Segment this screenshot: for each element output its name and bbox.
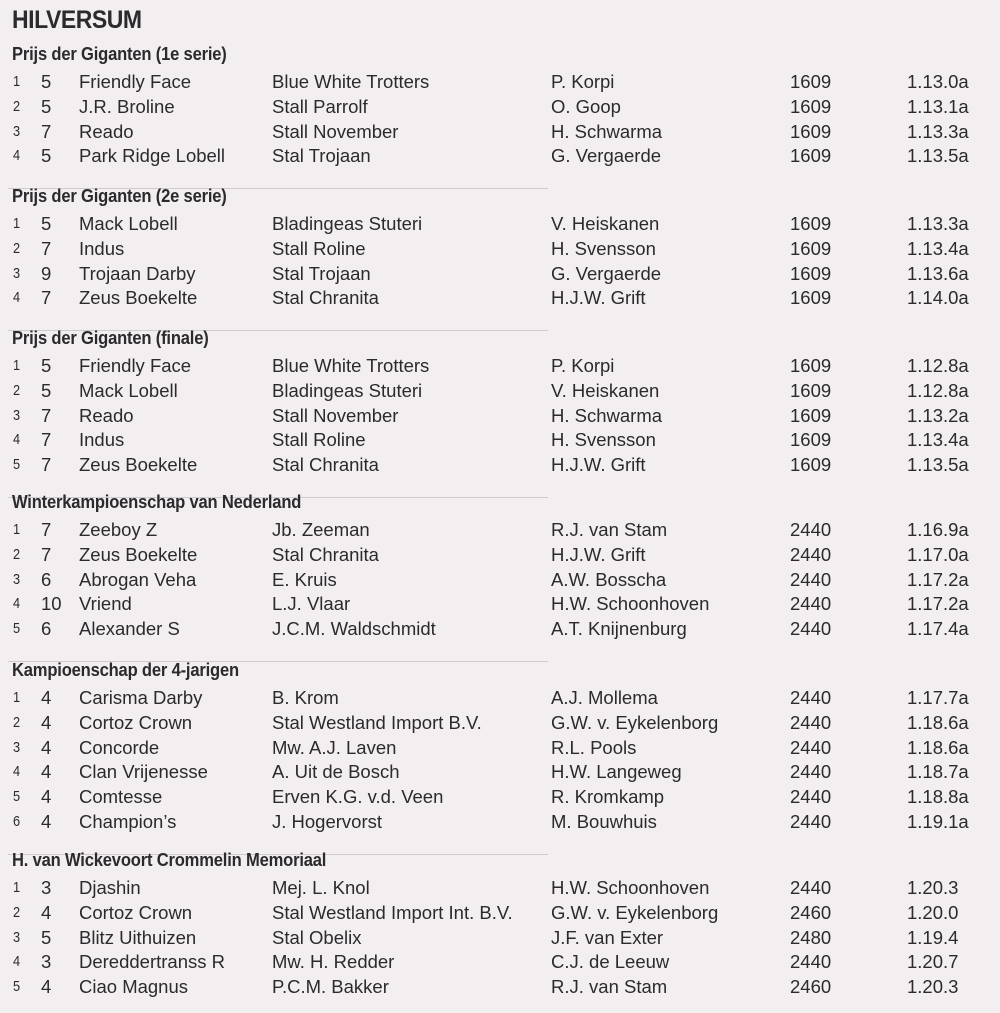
cell-owner: Stall Roline xyxy=(272,237,366,259)
cell-time: 1.13.2a xyxy=(907,404,969,426)
cell-owner: Stal Obelix xyxy=(272,926,362,948)
cell-horse: Blitz Uithuizen xyxy=(79,926,197,948)
cell-horse: Zeus Boekelte xyxy=(79,287,198,309)
cell-horse: Zeus Boekelte xyxy=(79,543,198,565)
result-row xyxy=(0,902,1000,926)
section-heading: Prijs der Giganten (1e serie) xyxy=(12,44,227,64)
cell-num: 4 xyxy=(41,736,52,758)
cell-owner: J.C.M. Waldschmidt xyxy=(272,618,436,640)
cell-distance: 1609 xyxy=(790,71,832,92)
cell-driver: V. Heiskanen xyxy=(551,379,660,401)
result-row xyxy=(0,927,1000,951)
cell-horse: Cortoz Crown xyxy=(79,901,193,923)
cell-distance: 2440 xyxy=(790,711,832,733)
result-row xyxy=(0,593,1000,617)
cell-num: 7 xyxy=(41,543,52,565)
cell-pos: 3 xyxy=(13,738,21,756)
cell-time: 1.17.2a xyxy=(907,568,969,590)
cell-driver: G.W. v. Eykelenborg xyxy=(551,711,719,733)
cell-horse: Mack Lobell xyxy=(79,213,178,234)
cell-pos: 2 xyxy=(13,903,21,921)
cell-horse: Carisma Darby xyxy=(79,687,203,708)
result-row xyxy=(0,712,1000,736)
result-row xyxy=(0,96,1000,120)
cell-pos: 2 xyxy=(13,545,21,563)
cell-num: 4 xyxy=(41,711,52,733)
result-row xyxy=(0,213,1000,237)
cell-horse: Reado xyxy=(79,120,134,142)
cell-num: 4 xyxy=(41,761,52,783)
cell-distance: 2440 xyxy=(790,761,832,783)
cell-pos: 5 xyxy=(13,620,21,638)
cell-time: 1.20.3 xyxy=(907,877,959,898)
cell-time: 1.17.7a xyxy=(907,687,969,708)
cell-num: 6 xyxy=(41,568,52,590)
cell-num: 4 xyxy=(41,687,52,708)
cell-distance: 1609 xyxy=(790,379,832,401)
cell-owner: Stall Roline xyxy=(272,429,366,451)
cell-time: 1.19.1a xyxy=(907,811,969,832)
cell-horse: Trojaan Darby xyxy=(79,262,196,284)
cell-owner: Mw. A.J. Laven xyxy=(272,736,397,758)
cell-pos: 1 xyxy=(13,215,21,232)
cell-driver: H. Svensson xyxy=(551,429,656,451)
cell-time: 1.13.3a xyxy=(907,120,969,142)
cell-owner: Blue White Trotters xyxy=(272,355,430,376)
cell-pos: 4 xyxy=(13,595,21,613)
cell-horse: Friendly Face xyxy=(79,71,192,92)
section-heading: Prijs der Giganten (2e serie) xyxy=(12,186,227,206)
cell-owner: Stal Chranita xyxy=(272,543,379,565)
cell-owner: Bladingeas Stuteri xyxy=(272,379,423,401)
cell-num: 5 xyxy=(41,71,52,92)
cell-owner: Stall November xyxy=(272,120,399,142)
cell-owner: A. Uit de Bosch xyxy=(272,761,400,783)
cell-driver: H.W. Langeweg xyxy=(551,761,682,783)
cell-distance: 2440 xyxy=(790,811,832,832)
result-row xyxy=(0,238,1000,262)
cell-pos: 1 xyxy=(13,73,21,90)
cell-horse: Zeeboy Z xyxy=(79,519,158,540)
cell-num: 4 xyxy=(41,901,52,923)
cell-pos: 3 xyxy=(13,570,21,588)
cell-owner: Stal Trojaan xyxy=(272,262,371,284)
cell-horse: Indus xyxy=(79,237,125,259)
cell-owner: Blue White Trotters xyxy=(272,71,430,92)
cell-time: 1.17.0a xyxy=(907,543,969,565)
result-row xyxy=(0,263,1000,287)
cell-pos: 5 xyxy=(13,788,21,806)
cell-horse: Mack Lobell xyxy=(79,379,178,401)
cell-horse: Champion’s xyxy=(79,811,177,832)
cell-num: 7 xyxy=(41,454,52,476)
section-heading: Winterkampioenschap van Nederland xyxy=(12,492,302,512)
cell-driver: P. Korpi xyxy=(551,71,615,92)
cell-horse: Ciao Magnus xyxy=(79,976,189,998)
cell-distance: 1609 xyxy=(790,120,832,142)
cell-time: 1.20.7 xyxy=(907,951,959,973)
section-heading: Prijs der Giganten (finale) xyxy=(12,328,209,348)
cell-time: 1.18.6a xyxy=(907,711,969,733)
page-title: HILVERSUM xyxy=(12,6,142,34)
cell-driver: C.J. de Leeuw xyxy=(551,951,670,973)
cell-driver: H. Schwarma xyxy=(551,120,663,142)
cell-distance: 1609 xyxy=(790,429,832,451)
cell-driver: H.J.W. Grift xyxy=(551,454,646,476)
cell-owner: Erven K.G. v.d. Veen xyxy=(272,786,444,808)
cell-driver: M. Bouwhuis xyxy=(551,811,657,832)
cell-time: 1.20.0 xyxy=(907,901,959,923)
cell-owner: Stal Chranita xyxy=(272,454,379,476)
cell-distance: 2440 xyxy=(790,877,832,898)
cell-distance: 2480 xyxy=(790,926,832,948)
cell-num: 7 xyxy=(41,404,52,426)
result-row xyxy=(0,877,1000,901)
cell-num: 9 xyxy=(41,262,52,284)
section-heading: H. van Wickevoort Crommelin Memoriaal xyxy=(12,850,327,870)
cell-owner: Jb. Zeeman xyxy=(272,519,370,540)
cell-pos: 2 xyxy=(13,381,21,399)
cell-time: 1.13.5a xyxy=(907,145,969,167)
result-row xyxy=(0,976,1000,1000)
cell-num: 5 xyxy=(41,145,52,167)
cell-pos: 4 xyxy=(13,289,21,307)
cell-owner: Stal Westland Import B.V. xyxy=(272,711,482,733)
cell-time: 1.18.8a xyxy=(907,786,969,808)
cell-driver: G. Vergaerde xyxy=(551,262,662,284)
cell-driver: H. Svensson xyxy=(551,237,656,259)
result-row xyxy=(0,454,1000,478)
cell-horse: Cortoz Crown xyxy=(79,711,193,733)
cell-distance: 1609 xyxy=(790,262,832,284)
cell-num: 3 xyxy=(41,877,52,898)
cell-time: 1.13.6a xyxy=(907,262,969,284)
cell-num: 7 xyxy=(41,237,52,259)
cell-horse: Concorde xyxy=(79,736,160,758)
cell-driver: A.T. Knijnenburg xyxy=(551,618,687,640)
cell-owner: Stal Chranita xyxy=(272,287,379,309)
cell-pos: 1 xyxy=(13,357,21,374)
cell-distance: 1609 xyxy=(790,145,832,167)
cell-horse: J.R. Broline xyxy=(79,95,175,117)
cell-owner: Stall November xyxy=(272,404,399,426)
cell-driver: O. Goop xyxy=(551,95,621,117)
cell-distance: 2440 xyxy=(790,543,832,565)
cell-num: 5 xyxy=(41,95,52,117)
cell-num: 4 xyxy=(41,976,52,998)
cell-horse: Alexander S xyxy=(79,618,180,640)
cell-driver: G. Vergaerde xyxy=(551,145,662,167)
cell-time: 1.18.6a xyxy=(907,736,969,758)
cell-pos: 1 xyxy=(13,879,21,896)
cell-driver: R.J. van Stam xyxy=(551,519,668,540)
cell-owner: P.C.M. Bakker xyxy=(272,976,389,998)
cell-distance: 2460 xyxy=(790,976,832,998)
cell-pos: 4 xyxy=(13,763,21,781)
cell-owner: Stall Parrolf xyxy=(272,95,368,117)
cell-driver: V. Heiskanen xyxy=(551,213,660,234)
cell-time: 1.19.4 xyxy=(907,926,959,948)
cell-owner: Mej. L. Knol xyxy=(272,877,370,898)
cell-distance: 1609 xyxy=(790,213,832,234)
cell-driver: J.F. van Exter xyxy=(551,926,664,948)
cell-driver: R. Kromkamp xyxy=(551,786,665,808)
result-row xyxy=(0,786,1000,810)
cell-owner: B. Krom xyxy=(272,687,339,708)
result-row xyxy=(0,121,1000,145)
cell-pos: 5 xyxy=(13,978,21,996)
cell-driver: H.W. Schoonhoven xyxy=(551,593,710,615)
cell-num: 7 xyxy=(41,429,52,451)
cell-pos: 2 xyxy=(13,713,21,731)
cell-time: 1.17.2a xyxy=(907,593,969,615)
cell-owner: Mw. H. Redder xyxy=(272,951,395,973)
result-row xyxy=(0,71,1000,95)
cell-horse: Reado xyxy=(79,404,134,426)
cell-num: 7 xyxy=(41,120,52,142)
cell-pos: 3 xyxy=(13,406,21,424)
cell-horse: Abrogan Veha xyxy=(79,568,197,590)
cell-pos: 3 xyxy=(13,928,21,946)
cell-distance: 2440 xyxy=(790,786,832,808)
cell-pos: 3 xyxy=(13,122,21,140)
cell-num: 4 xyxy=(41,786,52,808)
cell-owner: E. Kruis xyxy=(272,568,337,590)
cell-distance: 2440 xyxy=(790,568,832,590)
cell-horse: Vriend xyxy=(79,593,132,615)
cell-driver: H. Schwarma xyxy=(551,404,663,426)
cell-driver: R.L. Pools xyxy=(551,736,637,758)
cell-horse: Djashin xyxy=(79,877,141,898)
result-row xyxy=(0,687,1000,711)
cell-num: 5 xyxy=(41,926,52,948)
cell-horse: Clan Vrijenesse xyxy=(79,761,208,783)
cell-owner: Bladingeas Stuteri xyxy=(272,213,423,234)
cell-time: 1.13.4a xyxy=(907,237,969,259)
cell-horse: Dereddertranss R xyxy=(79,951,226,973)
cell-num: 5 xyxy=(41,213,52,234)
cell-time: 1.14.0a xyxy=(907,287,969,309)
result-row xyxy=(0,544,1000,568)
cell-distance: 1609 xyxy=(790,404,832,426)
cell-distance: 1609 xyxy=(790,355,832,376)
cell-num: 3 xyxy=(41,951,52,973)
cell-driver: H.J.W. Grift xyxy=(551,287,646,309)
cell-pos: 4 xyxy=(13,431,21,449)
cell-time: 1.12.8a xyxy=(907,355,969,376)
cell-pos: 2 xyxy=(13,239,21,257)
result-row xyxy=(0,405,1000,429)
cell-driver: H.J.W. Grift xyxy=(551,543,646,565)
result-row xyxy=(0,145,1000,169)
cell-num: 7 xyxy=(41,287,52,309)
cell-pos: 3 xyxy=(13,264,21,282)
cell-num: 5 xyxy=(41,379,52,401)
cell-distance: 2440 xyxy=(790,519,832,540)
cell-time: 1.18.7a xyxy=(907,761,969,783)
cell-horse: Comtesse xyxy=(79,786,163,808)
cell-owner: Stal Westland Import Int. B.V. xyxy=(272,901,513,923)
cell-distance: 2440 xyxy=(790,951,832,973)
cell-horse: Friendly Face xyxy=(79,355,192,376)
result-row xyxy=(0,380,1000,404)
cell-driver: P. Korpi xyxy=(551,355,615,376)
cell-distance: 2460 xyxy=(790,901,832,923)
cell-distance: 2440 xyxy=(790,736,832,758)
cell-num: 7 xyxy=(41,519,52,540)
cell-num: 6 xyxy=(41,618,52,640)
cell-driver: R.J. van Stam xyxy=(551,976,668,998)
result-row xyxy=(0,737,1000,761)
result-row xyxy=(0,355,1000,379)
cell-distance: 1609 xyxy=(790,287,832,309)
result-row xyxy=(0,287,1000,311)
cell-driver: H.W. Schoonhoven xyxy=(551,877,710,898)
cell-owner: J. Hogervorst xyxy=(272,811,383,832)
cell-num: 4 xyxy=(41,811,52,832)
cell-driver: G.W. v. Eykelenborg xyxy=(551,901,719,923)
cell-horse: Indus xyxy=(79,429,125,451)
cell-pos: 1 xyxy=(13,689,21,706)
cell-owner: Stal Trojaan xyxy=(272,145,371,167)
cell-time: 1.13.3a xyxy=(907,213,969,234)
cell-pos: 4 xyxy=(13,147,21,165)
result-row xyxy=(0,569,1000,593)
result-row xyxy=(0,811,1000,835)
cell-distance: 2440 xyxy=(790,618,832,640)
cell-horse: Park Ridge Lobell xyxy=(79,145,226,167)
cell-num: 10 xyxy=(41,593,62,615)
section-heading: Kampioenschap der 4-jarigen xyxy=(12,660,239,680)
cell-time: 1.13.4a xyxy=(907,429,969,451)
cell-owner: L.J. Vlaar xyxy=(272,593,351,615)
cell-time: 1.16.9a xyxy=(907,519,969,540)
cell-driver: A.W. Bosscha xyxy=(551,568,667,590)
cell-horse: Zeus Boekelte xyxy=(79,454,198,476)
cell-pos: 5 xyxy=(13,456,21,474)
cell-time: 1.12.8a xyxy=(907,379,969,401)
cell-time: 1.13.0a xyxy=(907,71,969,92)
cell-driver: A.J. Mollema xyxy=(551,687,658,708)
cell-distance: 1609 xyxy=(790,237,832,259)
cell-distance: 1609 xyxy=(790,454,832,476)
cell-num: 5 xyxy=(41,355,52,376)
result-row xyxy=(0,951,1000,975)
cell-distance: 2440 xyxy=(790,687,832,708)
cell-distance: 2440 xyxy=(790,593,832,615)
cell-time: 1.20.3 xyxy=(907,976,959,998)
result-row xyxy=(0,761,1000,785)
result-row xyxy=(0,519,1000,543)
result-row xyxy=(0,618,1000,642)
cell-time: 1.13.5a xyxy=(907,454,969,476)
cell-time: 1.17.4a xyxy=(907,618,969,640)
cell-distance: 1609 xyxy=(790,95,832,117)
cell-pos: 1 xyxy=(13,521,21,538)
cell-pos: 2 xyxy=(13,97,21,115)
result-row xyxy=(0,429,1000,453)
cell-time: 1.13.1a xyxy=(907,95,969,117)
cell-pos: 4 xyxy=(13,953,21,971)
cell-pos: 6 xyxy=(13,813,21,830)
